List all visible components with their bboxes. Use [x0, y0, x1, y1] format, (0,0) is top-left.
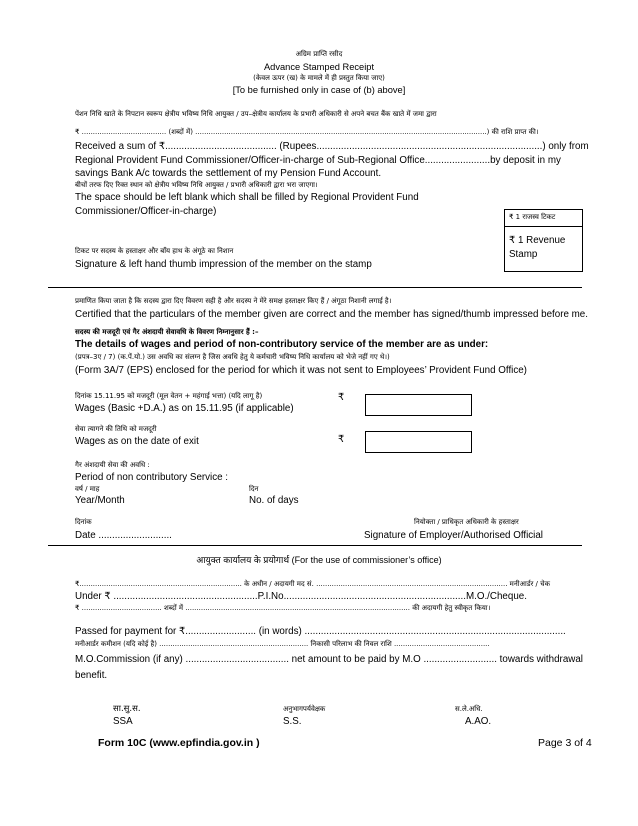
wages95-label: Wages (Basic +D.A.) as on 15.11.95 (if applicable)	[75, 403, 294, 414]
receipt-line1: Received a sum of ₹......................................... (Rupees...................................................................................) only from	[75, 141, 589, 152]
exit-wages-hindi-label: सेवा त्यागने की तिथि को मजदूरी	[75, 425, 157, 433]
header-title: Advance Stamped Receipt	[263, 62, 375, 72]
header-hindi-title: अग्रिम प्राप्ति रसीद	[295, 50, 343, 58]
header-hindi-note: (केवल ऊपर (ख) के मामले में ही प्रस्तुत किया जाए)	[253, 74, 385, 82]
footer-form-label: Form 10C (www.epfindia.gov.in )	[98, 737, 260, 749]
period-label: Period of non contributory Service :	[75, 472, 229, 483]
certify-hindi: प्रमाणित किया जाता है कि सदस्य द्वारा दिए विवरण सही है और सदस्य ने मेरे समक्ष हस्ताक्षर किए हैं / अंगूठा निशानी लगाई है।	[75, 297, 392, 305]
exit-wages-rupee: ₹	[338, 434, 345, 445]
certify-text: Certified that the particulars of the member given are correct and the member has signed/thumb impressed before me.	[75, 309, 588, 320]
signature-hindi-label: टिकट पर सदस्य के हस्ताक्षर और बाँय हाथ के अंगूठे का निशान	[75, 247, 234, 255]
revenue-stamp-line2: Stamp	[509, 249, 538, 260]
receipt-blank-note-line2: Commissioner/Officer-in-charge)	[75, 206, 217, 217]
signature-label: Signature & left hand thumb impression of the member on the stamp	[75, 259, 372, 270]
form-note: (Form 3A/7 (EPS) enclosed for the period for which it was not sent to Employees’ Provident Fund Office)	[75, 365, 527, 376]
exit-wages-input[interactable]	[365, 431, 472, 453]
days-hindi-label: दिन	[249, 485, 259, 493]
office-use-title	[0, 553, 638, 566]
ss-label: S.S.	[283, 716, 302, 727]
office-under: Under ₹ .....................................................P.I.No...................................................................M.O./Cheque.	[75, 591, 527, 602]
revenue-stamp-box	[504, 226, 583, 272]
year-month-hindi-label: वर्ष / माह	[75, 485, 100, 493]
wages95-input[interactable]	[365, 394, 472, 416]
date-hindi-label: दिनांक	[75, 518, 92, 526]
receipt-line3: savings Bank A/c towards the settlement of my Pension Fund Account.	[75, 168, 382, 179]
wages-hindi-title: सदस्य की मजदूरी एवं गैर अंशदायी सेवावधि के विवरण निम्नानुसार हैं :–	[75, 328, 259, 336]
wages95-rupee: ₹	[338, 392, 345, 403]
aao-hindi-label: स.ले.अधि.	[455, 705, 483, 713]
wages95-hindi-label: दिनांक 15.11.95 को मजदूरी (मूल वेतन + महंगाई भत्ता) (यदि लागू है)	[75, 392, 263, 400]
receipt-hindi-line2: ₹ ...................................... (शब्दों में) ...................................................................................................................................) की राशि प्राप्त की।	[75, 128, 539, 136]
receipt-line2: Regional Provident Fund Commissioner/Officer-in-charge of Sub-Regional Office........................by deposit in my	[75, 155, 561, 166]
receipt-hindi-blank-note: बीचों तरफ दिए रिक्त स्थान को क्षेत्रीय भविष्य निधि आयुक्त / प्रभारी अधिकारी द्वारा भरा जाएगा।	[75, 181, 318, 189]
year-month-label: Year/Month	[75, 495, 125, 506]
office-use-title-text: आयुक्त कार्यालय के प्रयोगार्थ (For the use of commissioner’s office)	[196, 555, 442, 565]
office-commission-hindi: मनीआर्डर कमीशन (यदि कोई है) ................................................................... निकासी परिलाभ की निवल राशि ...........................................	[75, 640, 490, 648]
office-commission: M.O.Commission (if any) ...................................... net amount to be paid by M.O ........................... towards withdrawal	[75, 654, 583, 665]
office-passed-for-payment: Passed for payment for ₹.......................... (in words) ................................................................................................	[75, 626, 566, 637]
wages-title: The details of wages and period of non-contributory service of the member are as under:	[75, 339, 489, 350]
header-note: [To be furnished only in case of (b) above]	[232, 85, 406, 95]
revenue-stamp-hindi-label: ₹ 1 राजस्व टिकट	[509, 213, 556, 221]
divider-2	[48, 545, 582, 546]
receipt-hindi-line1: पेंशन निधि खाते के निपटान स्वरूप क्षेत्रीय भविष्य निधि आयुक्त / उप–क्षेत्रीय कार्यालय के प्रभारी अधिकारी से अपने बचत बैंक खाते में जमा द्वारा	[75, 110, 437, 118]
days-label: No. of days	[249, 495, 299, 506]
ssa-label: SSA	[113, 716, 133, 727]
aao-label: A.AO.	[465, 716, 492, 727]
divider-1	[48, 287, 582, 288]
office-words-hindi: ₹ .................................... शब्दों में ..................................................................................................... की अदायगी हेतु स्वीकृत किया।	[75, 604, 491, 612]
ss-hindi-label: अनुभागपर्यवेक्षक	[283, 705, 326, 713]
exit-wages-label: Wages as on the date of exit	[75, 436, 199, 447]
receipt-blank-note-line1: The space should be left blank which shall be filled by Regional Provident Fund	[75, 192, 419, 203]
employer-signature-hindi-label: नियोक्ता / प्राधिकृत अधिकारी के हस्ताक्षर	[414, 518, 519, 526]
footer-page-number: Page 3 of 4	[538, 737, 592, 749]
employer-signature-label: Signature of Employer/Authorised Official	[364, 530, 543, 541]
date-field[interactable]: Date ...........................	[75, 530, 172, 541]
office-under-hindi: ₹......................................................................... के अधीन / अदायगी मद सं. ...................................................................................... मनीआर्डर / चेक	[75, 580, 550, 588]
form-hindi-note: (प्रपत्र–3ए / 7) (क.पें.यो.) उस अवधि का संलग्न है जिस अवधि हेतु ये कर्मचारी भविष्य निधि कार्यालय को भेजे नहीं गए थे।)	[75, 353, 390, 361]
office-benefit: benefit.	[75, 670, 108, 681]
ssa-hindi-label: सा.सु.स.	[113, 704, 141, 714]
period-hindi-label: गैर अंशदायी सेवा की अवधि :	[75, 461, 150, 469]
revenue-stamp-line1: ₹ 1 Revenue	[509, 235, 566, 246]
revenue-stamp-hindi-box	[504, 209, 583, 227]
